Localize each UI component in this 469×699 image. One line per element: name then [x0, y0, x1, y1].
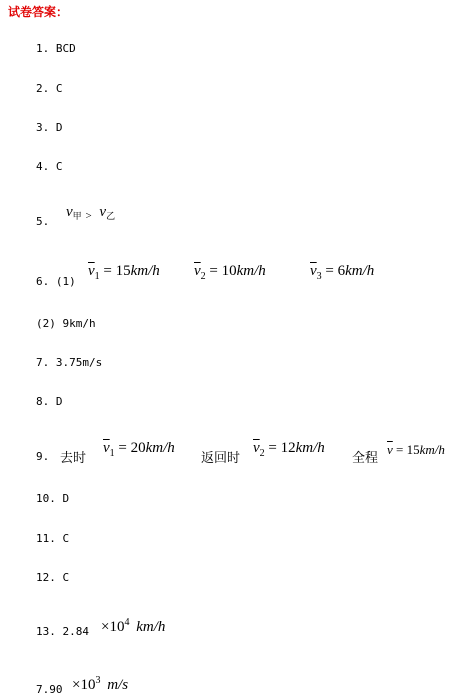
answer-12: 12. C [36, 571, 70, 584]
answer-13-number: 13. 2.84 [36, 625, 89, 638]
answer-14-exponent: $\times 10^3$ m/s [72, 675, 129, 693]
answer-9-v2: $\overline{v}_2 = 12km/h$ [253, 440, 325, 459]
answer-5-formula [66, 204, 115, 222]
answer-9-v1: $\overline{v}_1 = 20km/h$ [103, 440, 175, 459]
answer-6-number: 6. (1) [36, 275, 76, 288]
velocity-symbol: v [99, 204, 107, 220]
answer-10: 10. D [36, 492, 70, 505]
answer-2: 2. C [36, 82, 63, 95]
answer-6-v1: $\overline{v}_1 = 15km/h$ [88, 263, 160, 282]
answer-3: 3. D [36, 121, 63, 134]
answer-6-part2: (2) 9km/h [36, 317, 96, 330]
answer-8: 8. D [36, 395, 63, 408]
answer-6-v2: $\overline{v}_2 = 10km/h$ [194, 263, 266, 282]
answer-7: 7. 3.75m/s [36, 356, 103, 369]
greater-than: > [85, 210, 92, 222]
page-header: 试卷答案： [8, 5, 69, 19]
answer-9-v-avg: $\overline{v} = 15km/h$ [387, 442, 445, 457]
answer-14-number: 7.90 [36, 683, 63, 696]
subscript-yi: 乙 [106, 212, 116, 222]
velocity-symbol: v [66, 204, 73, 220]
answer-9-going-label: 去时 [60, 451, 87, 466]
answer-5-number: 5. [36, 215, 50, 228]
answer-4: 4. C [36, 160, 63, 173]
answer-11: 11. C [36, 532, 70, 545]
answer-9-whole-label: 全程 [352, 451, 379, 466]
answer-1: 1. BCD [36, 42, 76, 55]
answer-6-v3: $\overline{v}_3 = 6km/h$ [310, 263, 375, 282]
answer-13-exponent: $\times 10^4$ km/h [101, 617, 166, 635]
answer-9-return-label: 返回时 [201, 451, 241, 466]
subscript-jia: 甲 [72, 212, 82, 222]
answer-9-number: 9. [36, 450, 50, 463]
